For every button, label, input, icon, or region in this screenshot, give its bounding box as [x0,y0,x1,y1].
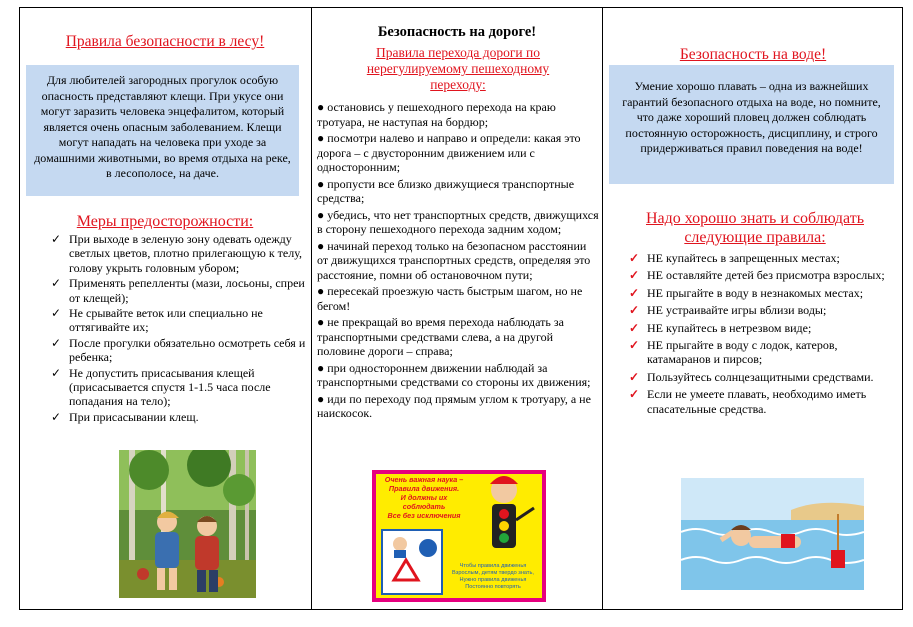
forest-children-illustration [119,450,256,598]
rule-paragraph: ● посмотри налево и направо и определи: какая это дорога – с двусторонним движением или с односторонним; [317,131,581,174]
list-item: ✓ НЕ купайтесь в нетрезвом виде; [629,320,812,335]
list-item: ✓ НЕ купайтесь в запрещенных местах; [629,251,840,265]
poster-line: Правила движения. [388,484,460,493]
forest-title: Правила безопасности в лесу! [65,33,265,50]
list-item: ✓ НЕ оставляйте детей без присмотра взрослых; [629,268,885,283]
swimming-child-illustration [681,470,864,602]
water-rules-title: Надо хорошо знать и соблюдать следующие правила: [645,210,864,246]
checkmark-icon: ✓ [629,268,640,283]
poster-line: Взрослым, детям твердо знать, [452,570,534,576]
poster-line: Очень важная наука – [384,475,464,484]
checkmark-icon: ✓ [51,409,62,424]
checkmark-icon: ✓ [629,251,640,265]
checkmark-icon: ✓ [51,232,62,246]
poster-line: Чтобы правила движенья [459,563,527,569]
checkmark-icon: ✓ [629,285,640,300]
rule-paragraph: ● не прекращай во время перехода наблюдать за транспортными средствами слева, а на другой половине дороги – справа; [317,315,564,358]
road-poster-svg [372,470,546,602]
poster-line: Постоянно повторять [465,584,521,590]
checkmark-icon: ✓ [51,365,62,380]
rule-paragraph: ● пропусти все близко движущиеся транспортные средства; [317,176,575,205]
poster-line: И должны их [400,493,448,502]
water-title: Безопасность на воде! [679,46,827,63]
water-intro-text: Умение хорошо плавать – одна из важнейших гарантий безопасного отдыха на воде, но помните, что даже хороший пловец должен соблюдать постоянную осторожность, дисциплину, и строго придерживаться правил поведения на воде! [622,79,881,155]
road-rules [317,100,599,423]
checkmark-icon: ✓ [629,369,640,384]
rule-paragraph: ● иди по переходу под прямым углом к тротуару, а не наискосок. [317,391,591,420]
poster-line: Все без исключения [387,511,461,520]
checkmark-icon: ✓ [629,303,640,318]
precautions-title: Меры предосторожности: [76,213,254,230]
list-item: ✓ НЕ прыгайте в воду с лодок, катеров, катамаранов и пирсов; [629,338,838,367]
list-item: ✓ НЕ устраивайте игры вблизи воды; [629,303,827,318]
list-item: ✓ Если не умеете плавать, необходимо иметь спасательные средства. [629,387,867,416]
list-item: ✓ После прогулки обязательно осмотреть себя и ребенка; [51,335,306,365]
list-item: ✓ Не допустить присасывания клещей (присасывается спустя 1-1.5 часа после попадания на тело); [51,365,271,409]
rule-paragraph: ● убедись, что нет транспортных средств, движущихся в сторону пешеходного перехода задним ходом; [317,207,599,236]
list-item: ✓ НЕ прыгайте в воду в незнакомых местах; [629,285,864,300]
checkmark-icon: ✓ [629,320,640,335]
forest-intro-text: Для любителей загородных прогулок особую опасность представляют клещи. При укусе они могут заразить человека энцефалитом, который является очень опасным заболеванием. Клещи могут нападать на человека при уходе за домашними животными, во время отдыха на реке, в лесополосе, на даче. [34,73,291,180]
swim-illustration-svg [681,470,864,602]
water-intro-box [609,65,894,184]
list-item: ✓ При присасывании клещ. [51,409,199,424]
checkmark-icon: ✓ [629,387,640,402]
rule-paragraph: ● пересекай проезжую часть быстрым шагом, но не бегом! [317,284,583,313]
list-item: ✓ При выходе в зеленую зону одевать одежду светлых цветов, плотно прилегающую к телу, голову укрыть головным убором; [51,232,303,275]
rule-paragraph: ● начинай переход только на безопасном расстоянии от движущихся транспортных средств, определяя это расстояние, помни об остановочном пути; [317,238,591,282]
road-subtitle: Правила перехода дороги по нерегулируемому пешеходному переходу: [366,45,550,92]
rule-paragraph: ● при одностороннем движении наблюдай за транспортными средствами со стороны их движения; [317,360,591,389]
water-rules-list [625,251,895,419]
checkmark-icon: ✓ [51,306,62,321]
road-title: Безопасность на дороге! [377,24,537,40]
poster-line: Нужно правила движенья [459,577,527,583]
rule-paragraph: ● остановись у пешеходного перехода на краю тротуара, не наступая на бордюр; [317,100,556,129]
forest-illustration-svg [119,450,256,598]
road-safety-poster [372,470,546,602]
poster-line: соблюдать [402,502,446,511]
forest-intro-box [26,65,299,196]
list-item: ✓ Применять репелленты (мази, лосьоны, спреи от клещей); [51,276,305,305]
checkmark-icon: ✓ [51,335,62,350]
list-item: ✓ Пользуйтесь солнцезащитными средствами. [629,369,874,384]
precautions-list [47,232,309,425]
checkmark-icon: ✓ [629,338,640,353]
list-item: ✓ Не срывайте веток или специально не оттягивайте их; [51,306,263,335]
checkmark-icon: ✓ [51,276,62,291]
